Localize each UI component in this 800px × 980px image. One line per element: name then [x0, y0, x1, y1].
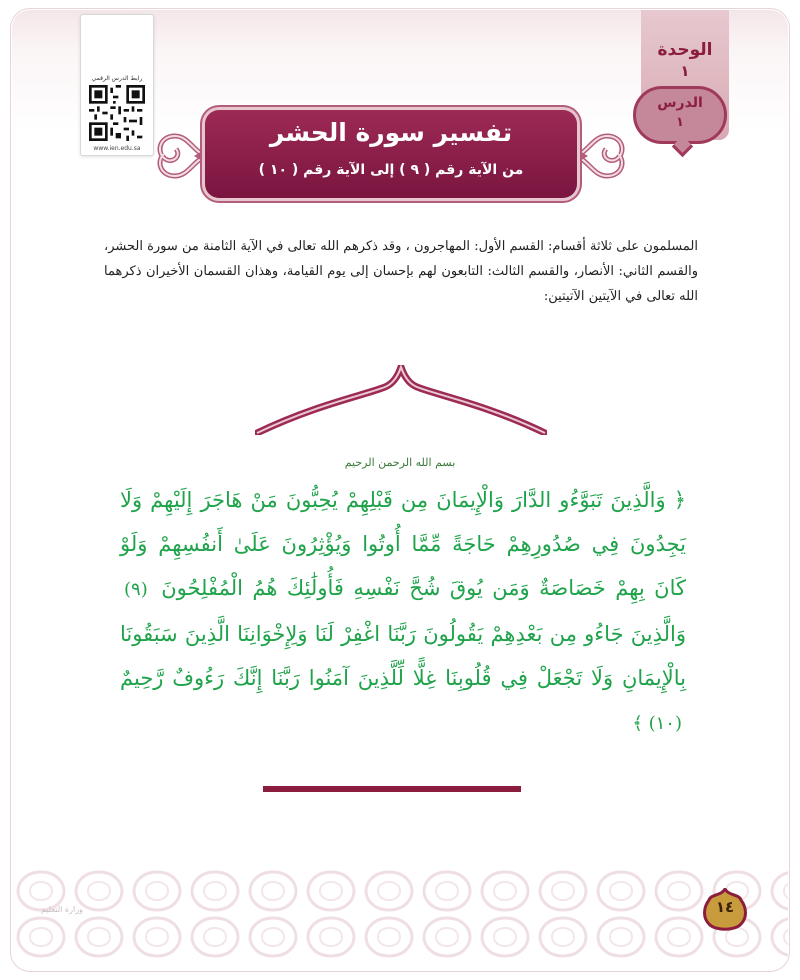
lesson-label: الدرس	[657, 95, 703, 111]
quran-verses	[120, 478, 686, 746]
lesson-title: تفسير سورة الحشر	[269, 118, 513, 147]
qr-label: رابط الدرس الرقمي	[91, 75, 143, 82]
verse-10-text: وَالَّذِينَ جَاءُو مِن بَعْدِهِمْ يَقُولُونَ رَبَّنَا اغْفِرْ لَنَا وَلِإِخْوَانِنَا الَّذِينَ سَبَقُونَا بِالْإِيمَانِ وَلَا تَجْعَلْ فِي قُلُوبِنَا غِلًّا لِّلَّذِينَ آمَنُوا رَبَّنَا إِنَّكَ رَءُوفٌ رَّحِيمٌ	[120, 622, 686, 690]
intro-paragraph: المسلمون على ثلاثة أقسام: القسم الأول: المهاجرون ، وقد ذكرهم الله تعالى في الآية الثامنة من سورة الحشر، والقسم الثاني: الأنصار، والقسم الثالث: التابعون لهم بإحسان إلى يوم القيامة، وهذان القسمان الأخيران ذكرهما الله تعالى في الآيتين الآتيتين:	[104, 239, 698, 304]
basmala: بسم الله الرحمن الرحيم	[344, 456, 456, 469]
left-scroll-ornament-icon	[150, 116, 212, 196]
unit-label: الوحدة	[657, 40, 713, 60]
lesson-subtitle: من الآية رقم ( ٩ ) إلى الآية رقم ( ١٠ )	[258, 162, 524, 178]
lesson-number: ١	[676, 115, 684, 130]
qr-card[interactable]	[80, 14, 154, 156]
right-scroll-ornament-icon	[570, 116, 632, 196]
verse-10-marker: (١٠) ﴾	[632, 713, 682, 734]
section-divider	[263, 786, 521, 792]
verse-9-text: ﴿ وَالَّذِينَ تَبَوَّءُو الدَّارَ وَالْإِيمَانَ مِن قَبْلِهِمْ يُحِبُّونَ مَنْ هَاجَرَ إِلَيْهِمْ وَلَا يَجِدُونَ فِي صُدُورِهِمْ حَاجَةً مِّمَّا أُوتُوا وَيُؤْثِرُونَ عَلَىٰ أَنفُسِهِمْ وَلَوْ كَانَ بِهِمْ خَصَاصَةٌ وَمَن يُوقَ شُحَّ نَفْسِهِ فَأُولَٰئِكَ هُمُ الْمُفْلِحُونَ	[120, 488, 686, 600]
lesson-title-banner	[205, 110, 577, 198]
unit-number: ١	[680, 62, 690, 80]
page-number: ١٤	[715, 898, 735, 916]
ministry-watermark: وزارة التعليم	[41, 905, 83, 914]
qr-url[interactable]: www.ien.edu.sa	[93, 145, 141, 152]
arch-ornament-icon	[255, 365, 547, 435]
footer-pattern-icon	[12, 868, 788, 960]
lesson-badge	[633, 86, 727, 144]
qr-code-icon[interactable]	[89, 85, 145, 141]
verse-9-marker: (٩)	[124, 579, 148, 600]
